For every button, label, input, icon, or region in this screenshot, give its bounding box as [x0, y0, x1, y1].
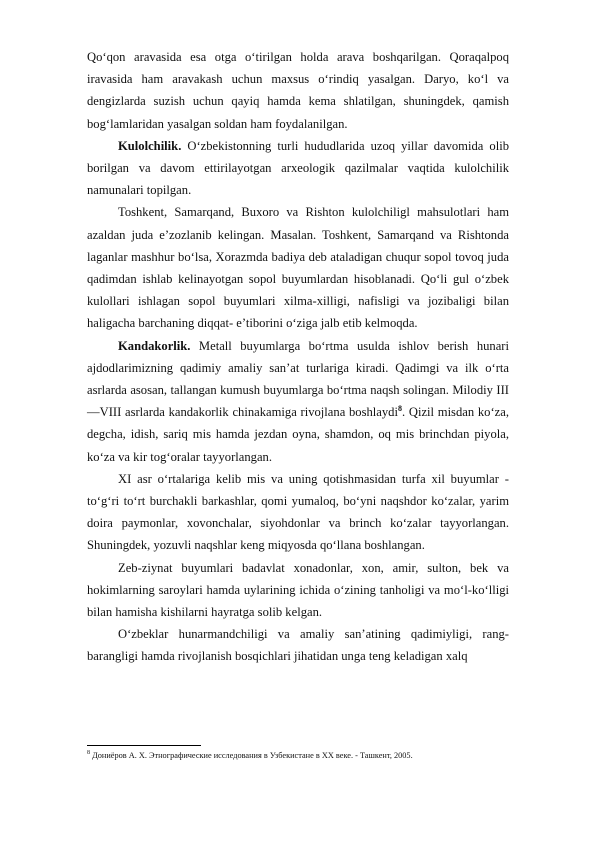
paragraph-kulolchilik — [87, 135, 509, 202]
paragraph-text: Qo‘qon aravasida esa otga o‘tirilgan holda arava boshqarilgan. Qoraqalpoq iravasida ham aravakash uchun maxsus o‘rindiq yasalgan. Daryo, ko‘l va dengizlarda suzish uchun qayiq hamda kema shlatilgan, shuningdek, qamish bog‘lamlaridan yasalgan soldan ham foydalanilgan. — [87, 50, 509, 131]
paragraph-crafts — [87, 623, 509, 667]
paragraph-text: Zeb-ziynat buyumlari badavlat xonadonlar, xon, amir, sulton, bek va hokimlarning saroylari hamda uylarining ichida o‘zining tanholigi va mo‘l-ko‘lligi bilan hamisha kishilarni hayratga solib kelgan. — [87, 560, 509, 620]
paragraph-text: Metall buyumlarga bo‘rtma usulda ishlov berish hunari ajdodlarimizning qadimiy amaliy san’at turlariga kiradi. Qadimgi va ilk o‘rta asrlarda asosan, tallangan kumush buyumlarga bo‘rtma naqsh solingan. Milodiy III —VIII asrlarda kandakorlik chinakamiga rivojlana boshlaydi — [87, 338, 509, 420]
paragraph-text: XI asr o‘rtalariga kelib mis va uning qotishmasidan turfa xil buyumlar - to‘g‘ri to‘rt burchakli barkashlar, qomi yumaloq, bo‘yni naqshdor ko‘zalar, yarim doira paymonlar, xovonchalar, siyohdonlar va brinch ko‘zalar tayyorlangan. Shuningdek, yozuvli naqshlar keng miqyosda qo‘llana boshlangan. — [87, 471, 509, 553]
section-heading-kulolchilik: Kulolchilik. — [118, 138, 182, 153]
section-heading-kandakorlik: Kandakorlik. — [118, 338, 191, 353]
footnote-text: Дониёров А. Х. Этнографические исследования в Узбекистане в XX веке. - Ташкент, 2005. — [90, 751, 413, 760]
paragraph-text: O‘zbeklar hunarmandchiligi va amaliy san’atining qadimiyligi, rang-barangligi hamda rivojlanish bosqichlari jihatidan unga teng keladigan xalq — [87, 627, 509, 664]
footnote-mark: 8 — [87, 750, 90, 757]
paragraph-text-tail: . Qizil misdan ko‘za, degcha, idish, sariq mis hamda jezdan oyna, shamdon, oq mis brinchdan piyola, ko‘za va kir tog‘oralar tayyorlangan. — [87, 405, 509, 464]
paragraph-transport — [87, 46, 509, 135]
paragraph-text: O‘zbekistonning turli hududlarida uzoq yillar davomida olib borilgan va davom ettirilayotgan arxeologik qazilmalar vaqtida kulolchilik namunalari topilgan. — [87, 138, 509, 198]
footnote — [87, 750, 517, 761]
paragraph-kandakorlik — [87, 335, 509, 468]
footnote-divider — [87, 745, 201, 746]
paragraph-metalwork — [87, 468, 509, 557]
paragraph-text: Toshkent, Samarqand, Buxoro va Rishton kulolchiligl mahsulotlari ham azaldan juda e’zozlanib kelingan. Masalan. Toshkent, Samarqand va Rishtonda laganlar mashhur bo‘lsa, Xorazmda badiya deb ataladigan chuqur sopol tovoq juda qadimdan ishlab kelinayotgan sopol buyumlardan hisoblanadi. Qo‘li gul o‘zbek kulollari ishlagan sopol buyumlari xilma-xilligi, nafisligi va jozibaligi bilan haligacha barchaning diqqat- e’tiborini o‘ziga jalb etib kelmoqda. — [87, 205, 509, 331]
footnote-reference[interactable]: 8 — [397, 404, 402, 414]
paragraph-pottery-centers — [87, 201, 509, 334]
paragraph-jewelry — [87, 557, 509, 624]
page-body — [87, 46, 509, 668]
